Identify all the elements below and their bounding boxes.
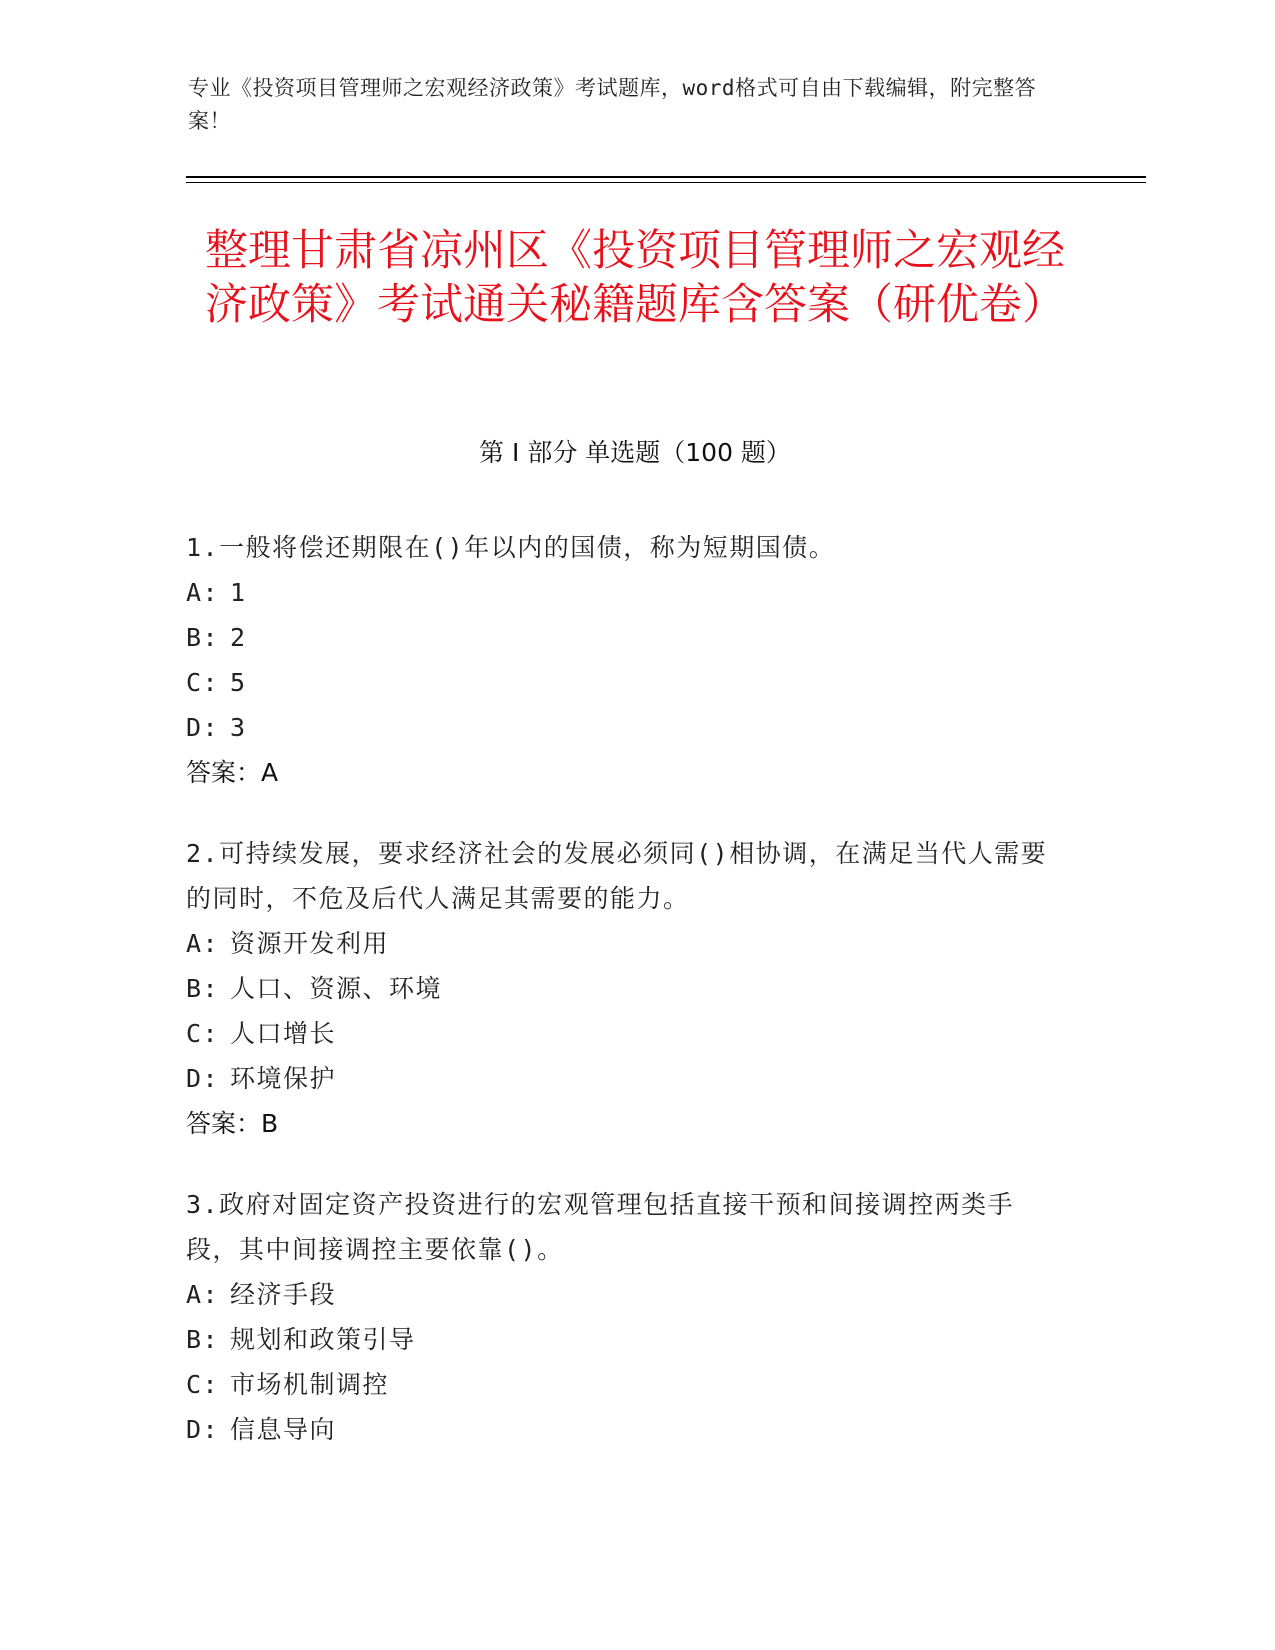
option-b bbox=[186, 966, 1066, 1011]
option-value: 2 bbox=[230, 623, 247, 652]
option-key: B: bbox=[186, 623, 220, 652]
option-a bbox=[186, 1272, 1066, 1317]
option-b bbox=[186, 1317, 1066, 1362]
question-text: 2.可持续发展，要求经济社会的发展必须同()相协调，在满足当代人需要的同时，不危及后代人满足其需要的能力。 bbox=[186, 839, 1048, 913]
option-key: B: bbox=[186, 1325, 220, 1354]
question-text: 3.政府对固定资产投资进行的宏观管理包括直接干预和间接调控两类手段，其中间接调控主要依靠()。 bbox=[186, 1190, 1015, 1264]
option-d bbox=[186, 1056, 1066, 1101]
option-key: A: bbox=[186, 1280, 220, 1309]
option-value: 经济手段 bbox=[230, 1280, 337, 1309]
option-value: 人口增长 bbox=[230, 1019, 337, 1048]
option-c bbox=[186, 1362, 1066, 1407]
option-a bbox=[186, 921, 1066, 966]
header-note: 专业《投资项目管理师之宏观经济政策》考试题库，word格式可自由下载编辑，附完整答案！ bbox=[188, 76, 1037, 133]
option-value: 5 bbox=[230, 668, 247, 697]
option-key: B: bbox=[186, 974, 220, 1003]
document-title: 整理甘肃省凉州区《投资项目管理师之宏观经济政策》考试通关秘籍题库含答案（研优卷） bbox=[205, 226, 1065, 330]
question-list bbox=[186, 525, 1066, 1488]
option-value: 信息导向 bbox=[230, 1415, 337, 1444]
option-value: 人口、资源、环境 bbox=[230, 974, 443, 1003]
option-value: 环境保护 bbox=[230, 1064, 337, 1093]
option-key: C: bbox=[186, 1019, 220, 1048]
option-key: A: bbox=[186, 578, 220, 607]
answer: 答案：A bbox=[186, 758, 279, 787]
option-d bbox=[186, 1407, 1066, 1452]
option-key: C: bbox=[186, 1370, 220, 1399]
question-1 bbox=[186, 525, 1066, 795]
option-value: 市场机制调控 bbox=[230, 1370, 390, 1399]
option-d bbox=[186, 705, 1066, 750]
header-divider-thick bbox=[186, 176, 1146, 178]
question-text: 1.一般将偿还期限在()年以内的国债，称为短期国债。 bbox=[186, 533, 836, 562]
answer: 答案：B bbox=[186, 1109, 279, 1138]
option-a bbox=[186, 570, 1066, 615]
option-key: D: bbox=[186, 713, 220, 742]
option-c bbox=[186, 660, 1066, 705]
option-value: 1 bbox=[230, 578, 247, 607]
option-c bbox=[186, 1011, 1066, 1056]
question-2 bbox=[186, 831, 1066, 1146]
option-b bbox=[186, 615, 1066, 660]
option-key: D: bbox=[186, 1415, 220, 1444]
section-title: 第 I 部分 单选题（100 题） bbox=[479, 438, 791, 467]
header-divider-thin bbox=[186, 182, 1146, 183]
option-key: C: bbox=[186, 668, 220, 697]
question-3 bbox=[186, 1182, 1066, 1452]
option-key: A: bbox=[186, 929, 220, 958]
option-value: 3 bbox=[230, 713, 247, 742]
option-value: 规划和政策引导 bbox=[230, 1325, 416, 1354]
option-value: 资源开发利用 bbox=[230, 929, 390, 958]
option-key: D: bbox=[186, 1064, 220, 1093]
